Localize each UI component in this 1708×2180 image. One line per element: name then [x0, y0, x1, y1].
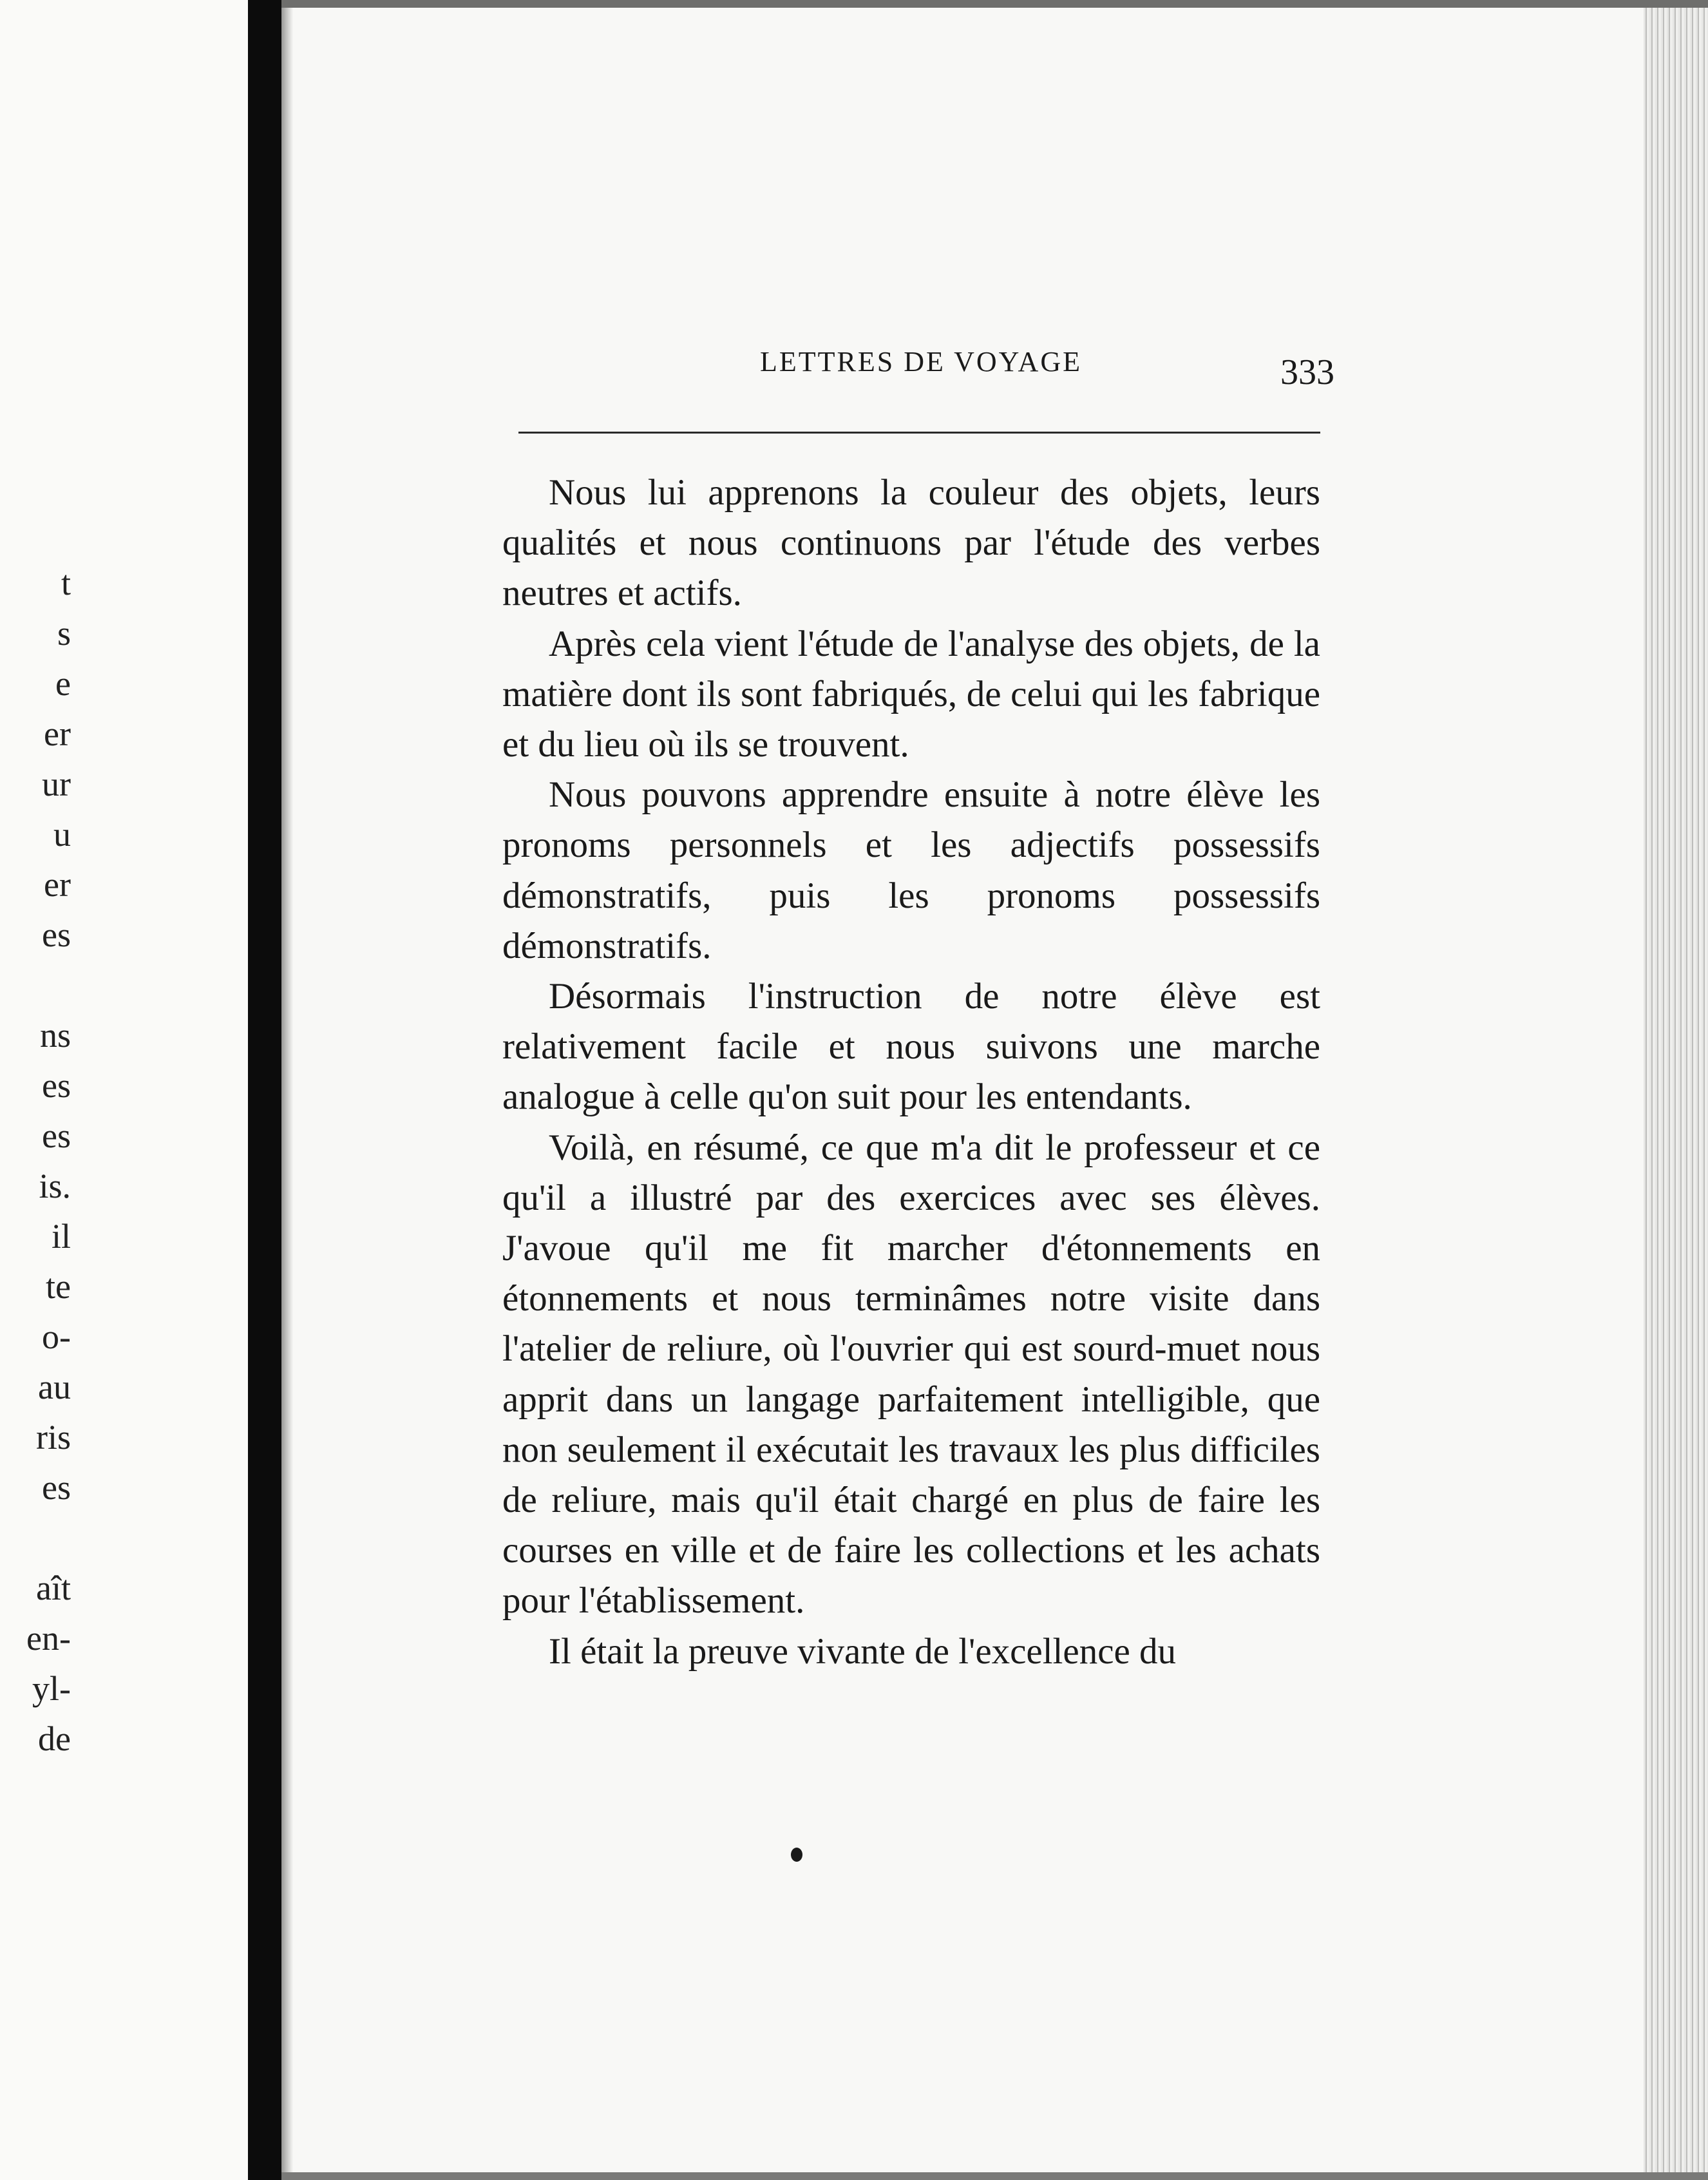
left-page-fragment: aît	[36, 1569, 71, 1607]
left-page-fragment: ris	[36, 1418, 71, 1457]
left-page-fragment: ur	[42, 765, 71, 803]
paragraph: Il était la preuve vivante de l'excellence du	[549, 1630, 1177, 1672]
scan-border-bottom	[281, 2172, 1708, 2180]
paragraph: Nous pouvons apprendre ensuite à notre élève les pronoms personnels et les adjectifs possessifs démonstratifs, puis les pronoms possessifs démonstratifs.	[502, 774, 1320, 966]
paragraph: Nous lui apprenons la couleur des objets, leurs qualités et nous continuons par l'étude des verbes neutres et actifs.	[502, 472, 1320, 614]
paragraph: Désormais l'instruction de notre élève est relativement facile et nous suivons une marche analogue à celle qu'on suit pour les entendants.	[502, 976, 1320, 1118]
scan-border-top	[281, 0, 1708, 8]
paragraph: Voilà, en résumé, ce que m'a dit le professeur et ce qu'il a illustré par des exercices avec ses élèves. J'avoue qu'il me fit marcher d'étonnements en étonnements et nous terminâmes notre visite dans l'atelier de reliure, où l'ouvrier qui est sourd-muet nous apprit dans un langage parfaitement intelligible, que non seulement il exécutait les travaux les plus difficiles de reliure, mais qu'il était chargé en plus de faire les courses en ville et de faire les collections et les achats pour l'établissement.	[502, 1127, 1320, 1621]
left-page-fragment: ns	[39, 1016, 71, 1055]
left-page-fragment: te	[46, 1267, 71, 1306]
left-page-fragment: er	[44, 865, 71, 904]
left-page-fragment: e	[55, 664, 71, 703]
left-page-fragment: t	[61, 564, 71, 602]
left-page-fragment: u	[53, 815, 71, 854]
running-head: LETTRES DE VOYAGE	[760, 346, 1082, 378]
left-page-fragment: au	[38, 1368, 71, 1406]
left-page-fragment: es	[42, 1116, 71, 1155]
left-page-fragment: es	[42, 1066, 71, 1105]
left-page-fragment: en-	[26, 1619, 71, 1658]
left-page-fragment: s	[57, 614, 71, 653]
gutter-shadow	[281, 0, 293, 2180]
previous-page	[0, 0, 248, 2180]
left-page-fragment: es	[42, 1468, 71, 1507]
left-page-fragment: es	[42, 915, 71, 954]
header-rule	[518, 432, 1320, 434]
left-page-fragment: yl-	[32, 1669, 71, 1708]
left-page-fragment: de	[38, 1719, 71, 1758]
left-page-fragment: is.	[39, 1167, 71, 1205]
paragraph: Après cela vient l'étude de l'analyse des objets, de la matière dont ils sont fabriqués, de celui qui les fabrique et du lieu où ils se trouvent.	[502, 623, 1320, 765]
page-number: 333	[1280, 352, 1334, 392]
left-page-fragment: il	[51, 1217, 71, 1256]
ink-smudge	[791, 1848, 802, 1862]
page-edges	[1644, 0, 1708, 2180]
book-spine	[248, 0, 281, 2180]
page-body	[502, 468, 1320, 1677]
left-page-fragment: er	[44, 714, 71, 753]
left-page-fragment: o-	[42, 1317, 71, 1356]
